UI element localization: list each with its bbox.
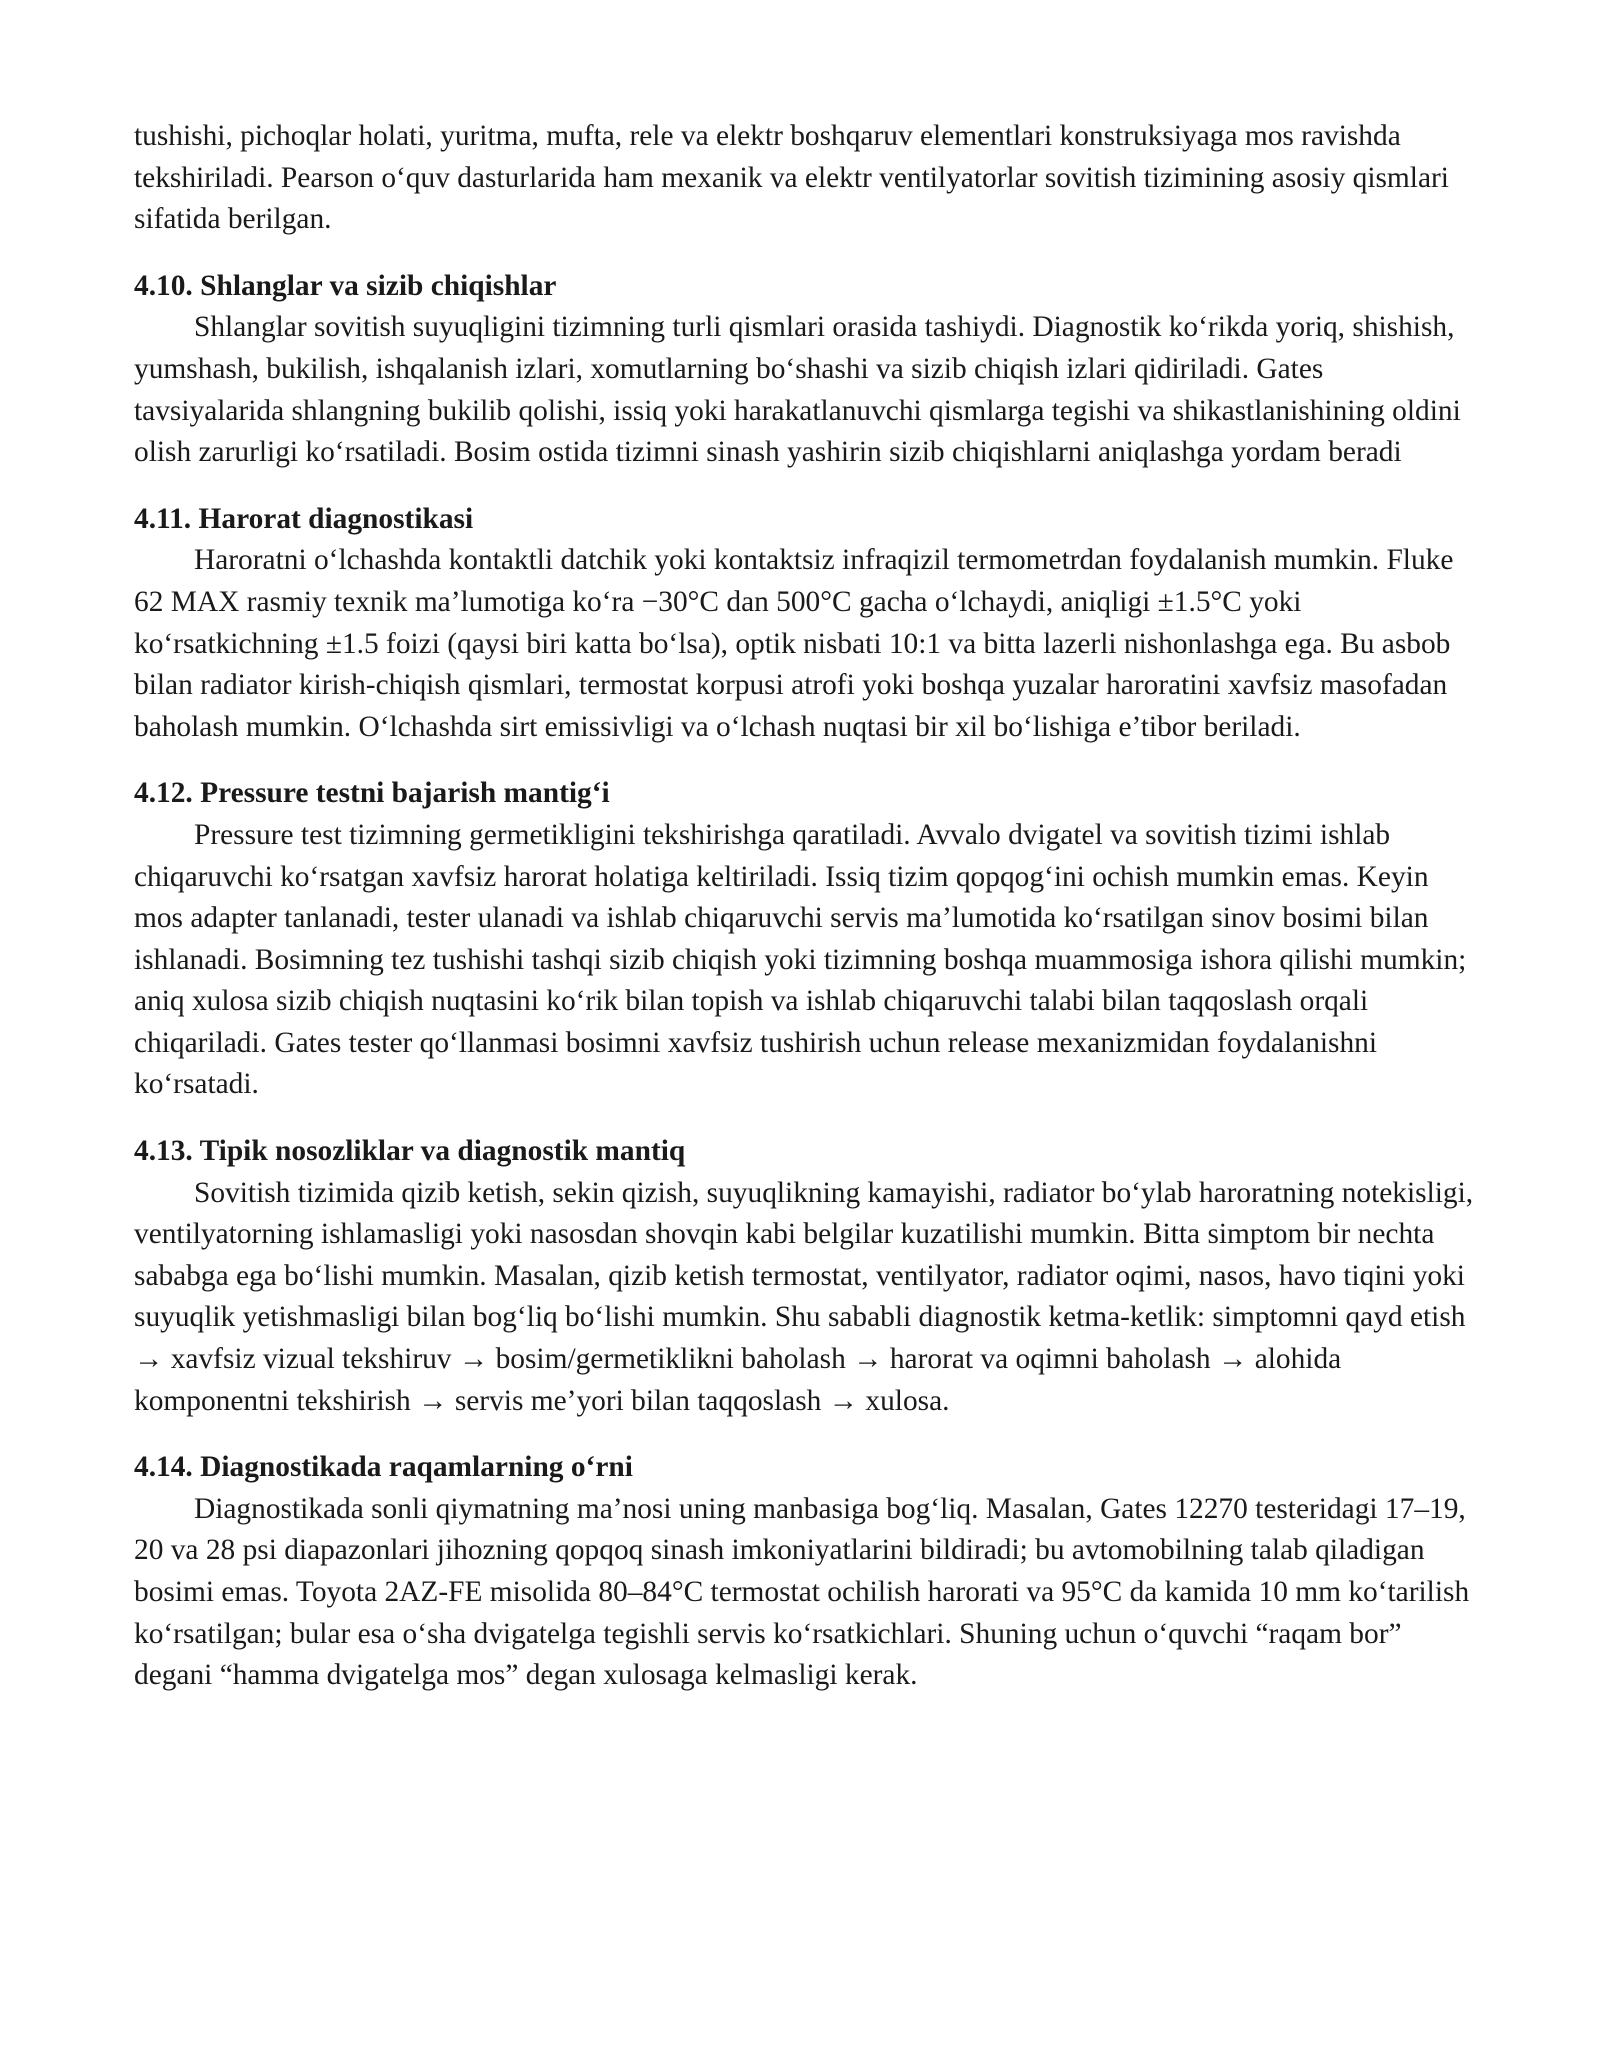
section-4-13	[134, 1131, 1474, 1422]
section-4-10	[134, 266, 1474, 474]
intro-paragraph: tushishi, pichoqlar holati, yuritma, mufta, rele va elektr boshqaruv elementlari konstruksiyaga mos ravishda tekshiriladi. Pearson o‘quv dasturlarida ham mexanik va elektr ventilyatorlar sovitish tizimining asosiy qismlari sifatida berilgan.	[134, 120, 1449, 236]
section-heading: 4.12. Pressure testni bajarish mantig‘i	[134, 777, 610, 810]
section-4-11	[134, 499, 1474, 749]
section-body: Shlanglar sovitish suyuqligini tizimning turli qismlari orasida tashiydi. Diagnostik ko‘rikda yoriq, shishish, yumshash, bukilish, ishqalanish izlari, xomutlarning bo‘shashi va sizib chiqish izlari qidiriladi. Gates tavsiyalarida shlangning bukilib qolishi, issiq yoki harakatlanuvchi qismlarga tegishi va shikastlanishining oldini olish zarurligi ko‘rsatiladi. Bosim ostida tizimni sinash yashirin sizib chiqishlarni aniqlashga yordam beradi	[134, 311, 1461, 469]
section-4-12	[134, 773, 1474, 1106]
section-4-14	[134, 1447, 1474, 1697]
section-body: Pressure test tizimning germetikligini tekshirishga qaratiladi. Avvalo dvigatel va sovitish tizimi ishlab chiqaruvchi ko‘rsatgan xavfsiz harorat holatiga keltiriladi. Issiq tizim qopqog‘ini ochish mumkin emas. Keyin mos adapter tanlanadi, tester ulanadi va ishlab chiqaruvchi servis ma’lumotida ko‘rsatilgan sinov bosimi bilan ishlanadi. Bosimning tez tushishi tashqi sizib chiqish yoki tizimning boshqa muammosiga ishora qilishi mumkin; aniq xulosa sizib chiqish nuqtasini ko‘rik bilan topish va ishlab chiqaruvchi talabi bilan taqqoslash orqali chiqariladi. Gates tester qo‘llanmasi bosimni xavfsiz tushirish uchun release mexanizmidan foydalanishni ko‘rsatadi.	[134, 818, 1467, 1101]
document-page	[134, 116, 1474, 1697]
section-heading: 4.14. Diagnostikada raqamlarning o‘rni	[134, 1451, 633, 1484]
section-heading: 4.10. Shlanglar va sizib chiqishlar	[134, 269, 557, 302]
section-body: Diagnostikada sonli qiymatning ma’nosi uning manbasiga bog‘liq. Masalan, Gates 12270 testeridagi 17–19, 20 va 28 psi diapazonlari jihozning qopqoq sinash imkoniyatlarini bildiradi; bu avtomobilning talab qiladigan bosimi emas. Toyota 2AZ-FE misolida 80–84°C termostat ochilish harorati va 95°C da kamida 10 mm ko‘tarilish ko‘rsatilgan; bular esa o‘sha dvigatelga tegishli servis ko‘rsatkichlari. Shuning uchun o‘quvchi “raqam bor” degani “hamma dvigatelga mos” degan xulosaga kelmasligi kerak.	[134, 1492, 1470, 1692]
section-heading: 4.11. Harorat diagnostikasi	[134, 502, 474, 535]
section-body: Sovitish tizimida qizib ketish, sekin qizish, suyuqlikning kamayishi, radiator bo‘ylab haroratning notekisligi, ventilyatorning ishlamasligi yoki nasosdan shovqin kabi belgilar kuzatilishi mumkin. Bitta simptom bir nechta sababga ega bo‘lishi mumkin. Masalan, qizib ketish termostat, ventilyator, radiator oqimi, nasos, havo tiqini yoki suyuqlik yetishmasligi bilan bog‘liq bo‘lishi mumkin. Shu sababli diagnostik ketma-ketlik: simptomni qayd etish → xavfsiz vizual tekshiruv → bosim/germetiklikni baholash → harorat va oqimni baholash → alohida komponentni tekshirish → servis me’yori bilan taqqoslash → xulosa.	[134, 1176, 1474, 1417]
section-body: Haroratni o‘lchashda kontaktli datchik yoki kontaktsiz infraqizil termometrdan foydalanish mumkin. Fluke 62 MAX rasmiy texnik ma’lumotiga ko‘ra −30°C dan 500°C gacha o‘lchaydi, aniqligi ±1.5°C yoki ko‘rsatkichning ±1.5 foizi (qaysi biri katta bo‘lsa), optik nisbati 10:1 va bitta lazerli nishonlashga ega. Bu asbob bilan radiator kirish-chiqish qismlari, termostat korpusi atrofi yoki boshqa yuzalar haroratini xavfsiz masofadan baholash mumkin. O‘lchashda sirt emissivligi va o‘lchash nuqtasi bir xil bo‘lishiga e’tibor beriladi.	[134, 544, 1454, 743]
section-heading: 4.13. Tipik nosozliklar va diagnostik mantiq	[134, 1135, 686, 1168]
